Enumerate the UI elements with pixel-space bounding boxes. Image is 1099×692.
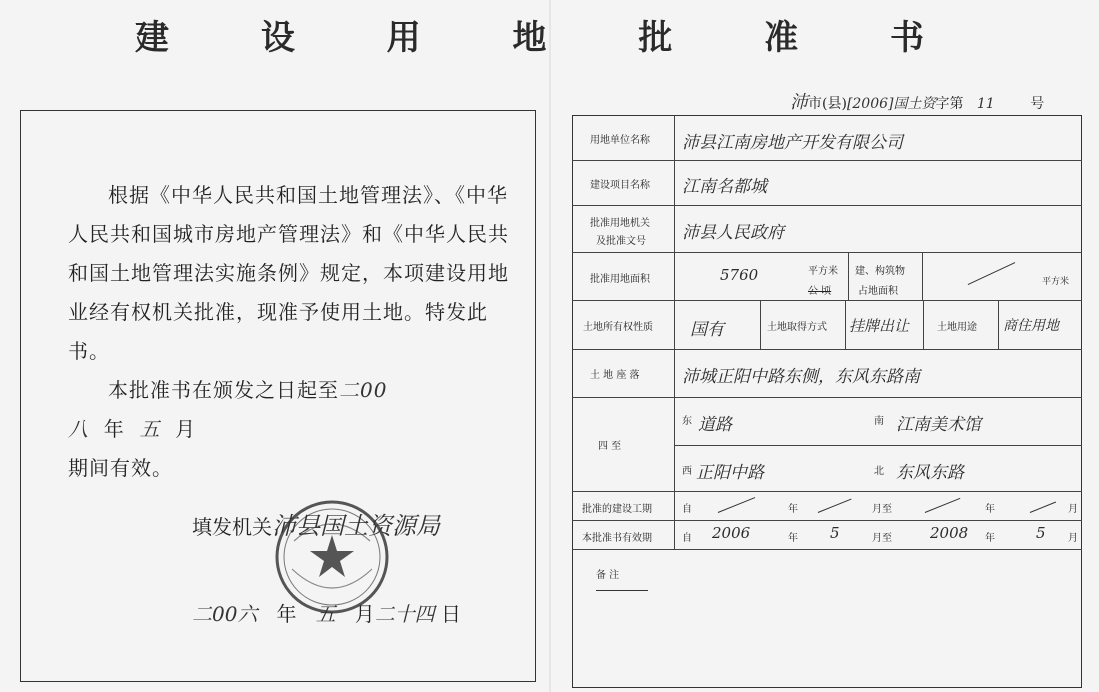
approval-value: 沛县人民政府 [682, 223, 784, 243]
location-label: 土 地 座 落 [590, 370, 640, 381]
acquisition-label: 土地取得方式 [767, 322, 827, 333]
form-row-divider [572, 491, 1082, 492]
area-unit-sqm: 平方米 [808, 266, 838, 277]
issue-year: 二00六 [192, 602, 258, 626]
use-label: 土地用途 [937, 322, 977, 333]
doc-county-suffix: 市(县) [808, 96, 847, 112]
form-row-divider [572, 205, 1082, 206]
form-row-divider [572, 349, 1082, 350]
building-label-line2: 占地面积 [858, 286, 898, 297]
issue-month-unit: 月 [354, 602, 375, 626]
form-row-divider [572, 160, 1082, 161]
doc-year: [2006] [846, 96, 894, 112]
building-unit: 平方米 [1042, 277, 1070, 287]
document-title: 建 设 用 地 批 准 书 [134, 18, 965, 58]
valid-from-month: 5 [830, 524, 840, 542]
building-label-line1: 建、构筑物 [855, 266, 905, 277]
validity-prefix: 本批准书在颁发之日起至 [108, 378, 339, 402]
north-label: 北 [874, 466, 884, 477]
west-value: 正阳中路 [696, 463, 764, 483]
period-to-year-unit: 年 [985, 504, 995, 515]
validity-suffix: 期间有效。 [68, 456, 173, 480]
validity-to-year-unit: 年 [985, 533, 995, 544]
issuer-label: 填发机关 [192, 515, 272, 539]
form-col-divider [760, 300, 761, 349]
form-col-divider [848, 252, 849, 300]
north-value: 东风东路 [896, 463, 964, 483]
area-unit-hectare: 公 顷 [808, 286, 832, 297]
validity-year-unit: 年 [103, 417, 125, 441]
ownership-value: 国有 [690, 320, 724, 340]
period-month-unit: 月 [1068, 504, 1078, 515]
issue-day-unit: 日 [441, 602, 462, 626]
issue-month: 五 [315, 602, 336, 626]
issuer-row [192, 506, 440, 541]
acquisition-value: 挂牌出让 [849, 317, 910, 335]
valid-to-month: 5 [1036, 524, 1046, 542]
legal-basis-paragraph: 根据《中华人民共和国土地管理法》、《中华人民共和国城市房地产管理法》和《中华人民共和国土地管理法实施条例》规定，本项建设用地业经有权机关批准，现准予使用土地。特发此书。 [68, 183, 509, 363]
doc-county: 沛 [790, 92, 808, 113]
issue-day: 二十四 [374, 602, 435, 626]
west-label: 西 [682, 466, 692, 477]
validity-month: 五 [139, 417, 161, 441]
ownership-label: 土地所有权性质 [583, 322, 653, 333]
period-year-unit: 年 [788, 504, 798, 515]
form-row-divider [674, 445, 1082, 446]
doc-handwritten-code: 国土资 [893, 96, 936, 112]
validity-month-to: 月至 [872, 533, 892, 544]
doc-number-value: 11 [976, 96, 995, 112]
approval-label-line2: 及批准文号 [596, 236, 646, 247]
south-label: 南 [874, 416, 884, 427]
form-col-divider [998, 300, 999, 349]
form-col-divider [674, 115, 675, 549]
validity-paragraph [68, 371, 513, 488]
issue-date-row [192, 598, 461, 627]
validity-label: 本批准书有效期 [582, 533, 652, 544]
project-value: 江南名都城 [682, 177, 767, 197]
issuer-value: 沛县国土资源局 [272, 512, 440, 540]
remarks-underline [596, 590, 648, 591]
valid-from-year: 2006 [712, 524, 751, 542]
validity-month-unit: 月 [175, 417, 197, 441]
location-value: 沛城正阳中路东侧，东风东路南 [682, 367, 920, 387]
form-row-divider [572, 397, 1082, 398]
period-month-to: 月至 [872, 504, 892, 515]
validity-year-unit: 年 [788, 533, 798, 544]
remarks-label: 备 注 [596, 570, 620, 581]
certificate-body [68, 176, 513, 488]
project-label: 建设项目名称 [590, 180, 650, 191]
south-value: 江南美术馆 [896, 415, 981, 435]
area-value: 5760 [720, 266, 759, 284]
form-col-divider [923, 300, 924, 349]
unit-value: 沛县江南房地产开发有限公司 [682, 133, 903, 153]
use-value: 商住用地 [1003, 318, 1059, 334]
validity-month-unit: 月 [1068, 533, 1078, 544]
issue-year-unit: 年 [276, 602, 297, 626]
form-row-divider [572, 300, 1082, 301]
area-label: 批准用地面积 [590, 274, 650, 285]
doc-printed-mid: 字第 [935, 96, 964, 112]
page-fold [549, 0, 551, 692]
doc-number-suffix: 号 [1030, 96, 1045, 112]
form-row-divider [572, 252, 1082, 253]
unit-label: 用地单位名称 [590, 135, 650, 146]
east-label: 东 [682, 416, 692, 427]
period-label: 批准的建设工期 [582, 504, 652, 515]
form-row-divider [572, 549, 1082, 550]
validity-year: 二00八 [68, 378, 388, 441]
form-col-divider [922, 252, 923, 300]
valid-to-year: 2008 [930, 524, 969, 542]
form-row-divider [572, 520, 1082, 521]
validity-from: 自 [682, 533, 692, 544]
document-number [790, 88, 1044, 114]
approval-label-line1: 批准用地机关 [590, 218, 650, 229]
east-value: 道路 [698, 415, 732, 435]
land-approval-form [572, 115, 1082, 688]
form-col-divider [845, 300, 846, 349]
period-from: 自 [682, 504, 692, 515]
boundary-label: 四 至 [598, 441, 622, 452]
